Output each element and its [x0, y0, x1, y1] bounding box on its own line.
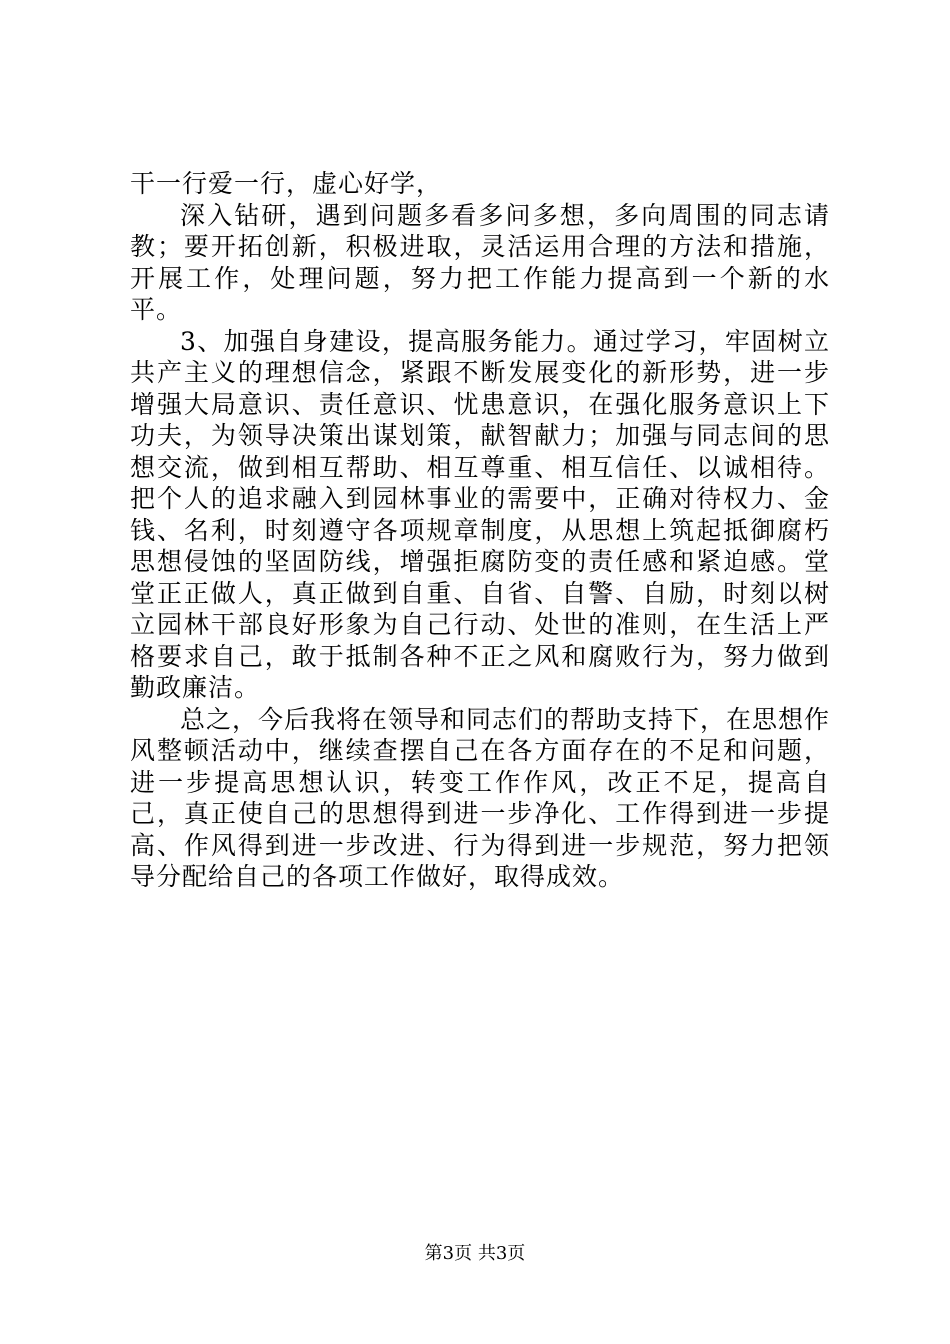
paragraph-continuation: 干一行爱一行，虚心好学， — [130, 169, 443, 198]
page-footer: 第3页 共3页 — [424, 1243, 526, 1264]
paragraph-conclusion: 总之，今后我将在领导和同志们的帮助支持下，在思想作风整顿活动中，继续查摆自己在各方面存在的不足和问题，进一步提高思想认识，转变工作作风，改正不足，提高自己，真正使自己的思想得到进一步净化、工作得到进一步提高、作风得到进一步改进、行为得到进一步规范，努力把领导分配给自己的各项工作做好，取得成效。 — [130, 704, 831, 891]
paragraph-study: 深入钻研，遇到问题多看多问多想，多向周围的同志请教；要开拓创新，积极进取，灵活运用合理的方法和措施，开展工作，处理问题，努力把工作能力提高到一个新的水平。 — [130, 200, 830, 324]
paragraph-self-building: 3、加强自身建设，提高服务能力。通过学习，牢固树立共产主义的理想信念，紧跟不断发展变化的新形势，进一步增强大局意识、责任意识、忧患意识，在强化服务意识上下功夫，为领导决策出谋划策，献智献力；加强与同志间的思想交流，做到相互帮助、相互尊重、相互信任、以诚相待。把个人的追求融入到园林事业的需要中，正确对待权力、金钱、名利，时刻遵守各项规章制度，从思想上筑起抵御腐朽思想侵蚀的坚固防线，增强拒腐防变的责任感和紧迫感。堂堂正正做人，真正做到自重、自省、自警、自励，时刻以树立园林干部良好形象为自己行动、处世的准则，在生活上严格要求自己，敢于抵制各种不正之风和腐败行为，努力做到勤政廉洁。 — [130, 326, 830, 702]
document-body — [130, 168, 830, 893]
